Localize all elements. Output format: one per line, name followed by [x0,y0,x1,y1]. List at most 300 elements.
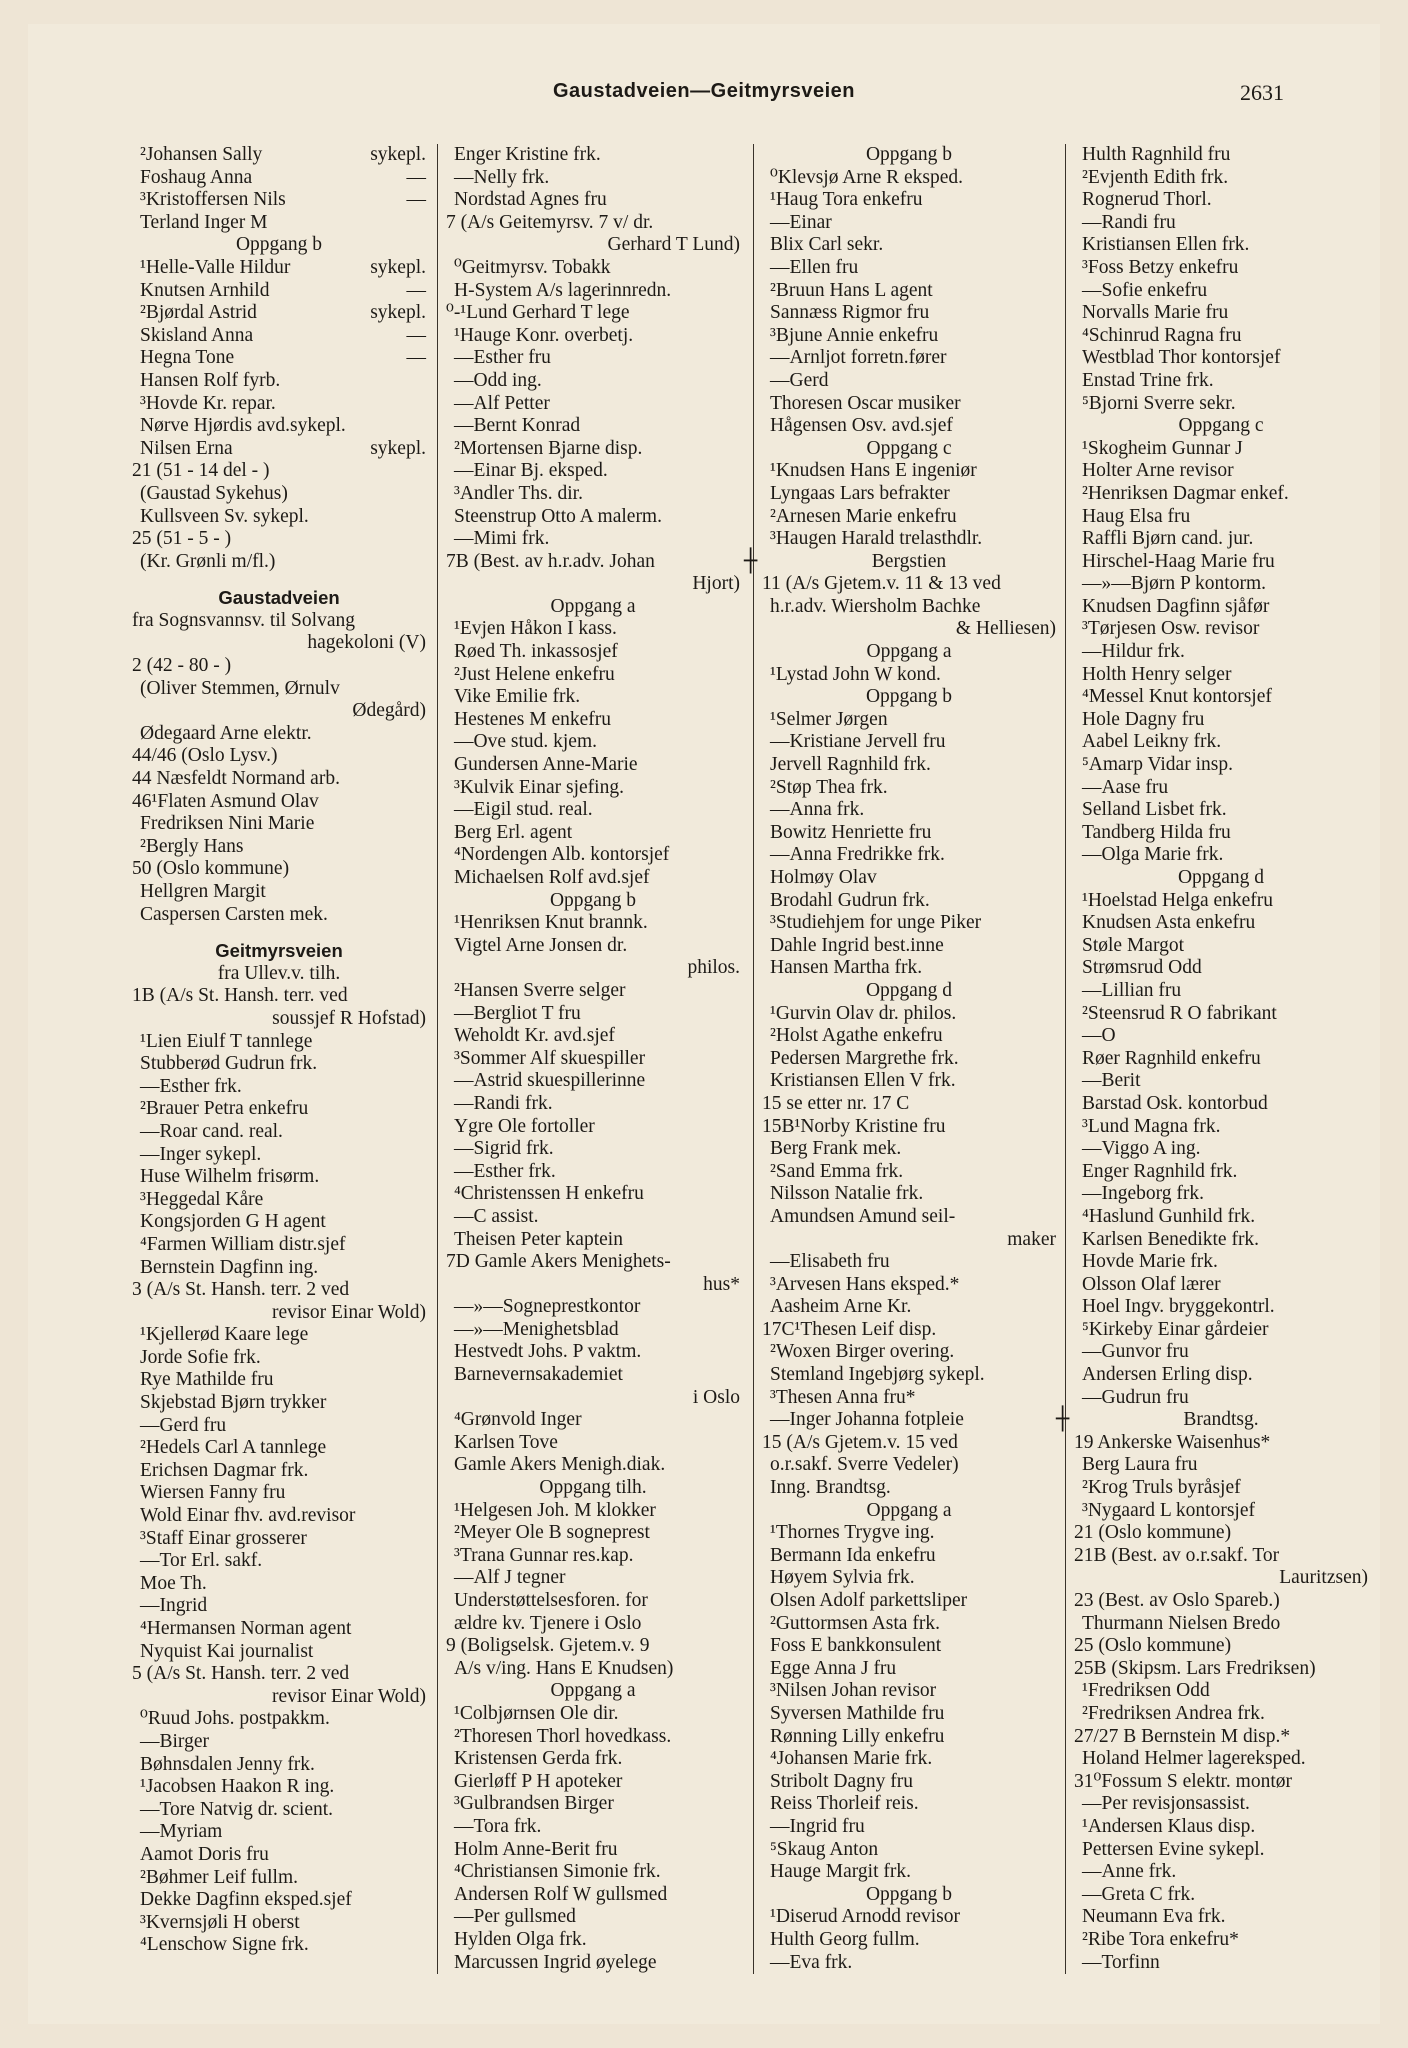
resident-name: ²Bjørdal Astrid [140,302,257,324]
resident-name: Stemland Ingebjørg sykepl. [770,1364,985,1386]
resident-name: Huse Wilhelm frisørm. [140,1166,320,1188]
resident-name: ²Brauer Petra enkefru [140,1098,309,1120]
resident-entry [1074,1229,1368,1252]
resident-name: ¹Skogheim Gunnar J [1082,437,1243,459]
resident-name: Pedersen Margrethe frk. [770,1047,959,1069]
resident-name: Vike Emilie frk. [454,686,581,708]
resident-name: ⁴Messel Knut kontorsjef [1082,686,1272,708]
resident-entry [446,1116,740,1139]
resident-entry [446,1341,740,1364]
resident-name: ³Andler Ths. dir. [454,482,583,504]
resident-name: —Anna Fredrikke frk. [770,844,945,866]
resident-entry [1074,618,1368,641]
resident-entry [446,280,740,303]
resident-entry [446,1003,740,1026]
resident-name: Kongsjorden G H agent [140,1211,326,1233]
resident-name: Wold Einar fhv. avd.revisor [140,1505,356,1527]
continuation-line: Ødegård) [352,700,426,722]
resident-name: ¹Henriksen Knut brannk. [454,912,648,934]
resident-entry [446,1929,740,1952]
resident-entry [132,347,426,370]
resident-name: ⁰Ruud Johs. postpakkm. [140,1708,330,1730]
resident-entry [762,1003,1056,1026]
resident-name: Nilsen Erna [140,437,233,459]
resident-entry [762,867,1056,890]
resident-name: —Inger sykepl. [140,1143,262,1165]
resident-entry [446,754,740,777]
resident-name: Hylden Olga frk. [454,1928,587,1950]
resident-entry [762,234,1056,257]
resident-entry [762,167,1056,190]
resident-name: Moe Th. [140,1572,207,1594]
resident-entry [1074,1952,1368,1975]
resident-name: Hansen Rolf fyrb. [140,369,281,391]
resident-entry [446,506,740,529]
resident-name: Erichsen Dagmar frk. [140,1459,309,1481]
resident-name: ¹Helgesen Joh. M klokker [454,1499,656,1521]
resident-name: Holth Henry selger [1082,663,1232,685]
house-number-entry: 11 (A/s Gjetem.v. 11 & 13 ved [762,573,1001,595]
resident-name: Amundsen Amund seil- [770,1205,956,1227]
resident-entry [446,709,740,732]
entrance-heading [762,1500,1056,1523]
resident-entry [446,1952,740,1975]
resident-entry [132,167,426,190]
resident-entry [446,641,740,664]
resident-name: Gierløff P H apoteker [454,1770,623,1792]
resident-entry [446,1793,740,1816]
resident-name: Holand Helmer lagereksped. [1082,1748,1306,1770]
resident-name: Reiss Thorleif reis. [770,1793,919,1815]
house-number-entry: 25 (51 - 5 - ) [132,528,232,550]
resident-name: ³Haugen Harald trelasthdlr. [770,528,983,550]
resident-entry [446,167,740,190]
resident-entry [1074,325,1368,348]
resident-entry [446,483,740,506]
resident-name: ¹Selmer Jørgen [770,708,888,730]
resident-entry [132,1799,426,1822]
resident-entry [132,1166,426,1189]
resident-name: —Ingrid fru [770,1815,865,1837]
house-number-entry: 15 (A/s Gjetem.v. 15 ved [762,1431,958,1453]
resident-entry [132,813,426,836]
resident-name: ³Nilsen Johan revisor [770,1680,937,1702]
resident-name: Terland Inger M [140,211,268,233]
resident-name: ⁴Lenschow Signe frk. [140,1934,309,1956]
resident-name: Neumann Eva frk. [1082,1906,1226,1928]
resident-occupation: — [406,189,426,211]
entrance-heading [446,1477,740,1500]
resident-name: ²Bruun Hans L agent [770,279,933,301]
continuation-line: soussjef R Hofstad) [272,1007,426,1029]
resident-name: ⁵Skaug Anton [770,1838,879,1860]
house-number-entry: 50 (Oslo kommune) [132,858,290,880]
resident-entry [132,1528,426,1551]
resident-name: Nilsson Natalie frk. [770,1183,924,1205]
resident-name: Hellgren Margit [140,881,266,902]
resident-name: (Oliver Stemmen, Ørnulv [140,677,340,699]
house-number-entry: 3 (A/s St. Hansh. terr. 2 ved [132,1279,350,1301]
page-number: 2631 [1240,80,1284,105]
resident-name: Nyquist Kai journalist [140,1640,314,1662]
resident-name: Nørve Hjørdis avd.sykepl. [140,415,346,437]
resident-name: —Gerd fru [140,1414,227,1436]
resident-name: —Anna frk. [770,799,865,821]
resident-name: —Randi frk. [454,1092,553,1114]
entrance-heading [762,980,1056,1003]
resident-entry [762,1296,1056,1319]
resident-entry [762,415,1056,438]
resident-name: Raffli Bjørn cand. jur. [1082,528,1254,550]
house-number-entry: 7B (Best. av h.r.adv. Johan [446,550,655,572]
resident-name: —Aase fru [1082,776,1169,798]
resident-entry [1074,596,1368,619]
resident-name: —Einar Bj. eksped. [454,460,608,482]
resident-entry [446,1613,740,1636]
resident-entry [132,1776,426,1799]
resident-name: —Hildur frk. [1082,641,1185,663]
resident-entry [446,415,740,438]
resident-entry [132,438,426,461]
resident-name: Theisen Peter kaptein [454,1228,623,1250]
resident-entry [1074,573,1368,596]
entrance-label: Brandtsg. [1183,1409,1259,1431]
resident-entry [132,393,426,416]
entrance-label: Oppgang a [550,1680,636,1702]
resident-name: ¹Thornes Trygve ing. [770,1522,935,1544]
resident-name: —Eigil stud. real. [454,799,593,821]
resident-entry [132,1934,426,1957]
resident-entry [1074,1296,1368,1319]
resident-entry [132,1482,426,1505]
resident-name: Gamle Akers Menigh.diak. [454,1454,666,1476]
resident-entry [1074,551,1368,574]
resident-entry [1074,890,1368,913]
resident-entry [1074,1839,1368,1862]
resident-entry [132,1550,426,1573]
continuation-line: i Oslo [692,1386,740,1408]
resident-entry [132,1505,426,1528]
resident-name: Knudsen Dagfinn sjåfør [1082,595,1270,617]
resident-name: —Torfinn [1082,1951,1160,1973]
resident-entry [132,1844,426,1867]
resident-entry [762,799,1056,822]
resident-entry [132,1121,426,1144]
resident-entry [762,1658,1056,1681]
resident-name: ⁴Christenssen H enkefru [454,1183,644,1205]
resident-entry [446,1545,740,1568]
resident-entry [1074,935,1368,958]
resident-entry [1074,144,1368,167]
resident-name: Hulth Georg fullm. [770,1928,920,1950]
resident-entry [762,280,1056,303]
resident-entry [1074,1748,1368,1771]
resident-entry [1074,1884,1368,1907]
resident-name: —Alf J tegner [454,1567,566,1589]
resident-name: Støle Margot [1082,934,1185,956]
resident-name: Enstad Trine frk. [1082,369,1214,391]
resident-entry [132,1618,426,1641]
resident-entry [1074,822,1368,845]
resident-name: —Mimi frk. [454,528,550,550]
house-number-entry: 23 (Best. av Oslo Spareb.) [1074,1590,1280,1611]
resident-entry [1074,1003,1368,1026]
entrance-label: Oppgang a [866,1499,952,1521]
resident-name: ¹Knudsen Hans E ingeniør [770,460,977,482]
resident-entry [132,144,426,167]
resident-entry [762,890,1056,913]
resident-entry [132,1098,426,1121]
continuation-line: Lauritzsen) [1279,1567,1368,1589]
resident-name: ¹Andersen Klaus disp. [1082,1815,1256,1837]
resident-entry [762,664,1056,687]
resident-entry [132,1912,426,1935]
resident-entry [132,1415,426,1438]
resident-name: ²Evjenth Edith frk. [1082,166,1229,188]
house-number-entry: 5 (A/s St. Hansh. terr. 2 ved [132,1663,350,1685]
resident-entry [132,1731,426,1754]
resident-name: Dekke Dagfinn eksped.sjef [140,1889,352,1911]
resident-name: (Gaustad Sykehus) [140,482,288,504]
resident-entry [132,1641,426,1664]
resident-name: ⁴Farmen William distr.sjef [140,1233,346,1255]
resident-entry [762,1771,1056,1794]
resident-name: Jorde Sofie frk. [140,1346,261,1368]
resident-entry [762,212,1056,235]
resident-entry [762,1387,1056,1410]
resident-name: ³Sommer Alf skuespiller [454,1047,646,1069]
resident-entry [446,1070,740,1093]
resident-name: Berg Laura fru [1082,1454,1198,1476]
house-number-entry: 21 (51 - 14 del - ) [132,460,270,482]
house-number-entry: fra Sognsvannsv. til Solvang [132,609,355,631]
resident-name: Thoresen Oscar musiker [770,392,961,414]
resident-name: Holmøy Olav [770,867,877,888]
resident-entry [1074,1093,1368,1116]
resident-entry [762,1183,1056,1206]
resident-name: Fredriksen Nini Marie [140,813,315,835]
resident-entry [1074,1477,1368,1500]
continuation-line: hus* [703,1273,740,1295]
resident-name: ³Kvernsjøli H oberst [140,1911,300,1933]
resident-name: Barstad Osk. kontorbud [1082,1092,1268,1114]
resident-name: ³Kristoffersen Nils [140,189,286,211]
resident-name: Høyem Sylvia frk. [770,1567,915,1589]
resident-entry [132,1867,426,1890]
resident-name: ⁵Bjorni Sverre sekr. [1082,392,1236,414]
resident-name: Ødegaard Arne elektr. [140,722,312,744]
resident-name: Hole Dagny fru [1082,708,1205,730]
resident-entry [762,754,1056,777]
resident-entry [1074,686,1368,709]
resident-name: Hoel Ingv. bryggekontrl. [1082,1296,1275,1318]
entrance-label: Oppgang b [235,234,323,256]
resident-name: ²Woxen Birger overing. [770,1341,955,1363]
resident-name: Kullsveen Sv. sykepl. [140,505,309,527]
resident-name: ¹Gurvin Olav dr. philos. [770,1002,957,1024]
resident-entry [1074,1206,1368,1229]
resident-name: Hågensen Osv. avd.sjef [770,415,953,437]
resident-entry [762,1680,1056,1703]
resident-entry [446,1093,740,1116]
house-number-entry: 31⁰Fossum S elektr. montør [1074,1770,1292,1792]
resident-name: Selland Lisbet frk. [1082,799,1227,821]
resident-name: Westblad Thor kontorsjef [1082,347,1281,369]
entrance-heading [132,963,426,986]
resident-entry [762,1906,1056,1929]
resident-name: Steenstrup Otto A malerm. [454,505,662,527]
resident-entry [762,1952,1056,1975]
resident-entry [1074,709,1368,732]
resident-entry [446,1703,740,1726]
resident-name: ²Ribe Tora enkefru* [1082,1928,1239,1950]
house-number-entry: 25B (Skipsm. Lars Fredriksen) [1074,1657,1316,1679]
resident-name: —Eva frk. [770,1951,853,1973]
resident-entry [1074,1387,1368,1410]
resident-name: ⁴Hermansen Norman agent [140,1618,352,1639]
resident-entry [762,1590,1056,1613]
resident-name: ¹Hoelstad Helga enkefru [1082,889,1274,911]
resident-name: Bowitz Henriette fru [770,821,932,843]
house-number-entry: 27/27 B Bernstein M disp.* [1074,1725,1291,1747]
resident-entry [1074,438,1368,461]
resident-entry [446,1726,740,1749]
resident-entry [446,1884,740,1907]
resident-entry [1074,912,1368,935]
resident-entry [762,1161,1056,1184]
house-number-entry: 44/46 (Oslo Lysv.) [132,745,278,767]
resident-name: —Sigrid frk. [454,1138,554,1160]
resident-entry [446,1206,740,1229]
resident-name: H-System A/s lagerinnredn. [454,279,672,301]
resident-entry [762,844,1056,867]
resident-entry [762,1635,1056,1658]
resident-entry [132,1347,426,1370]
resident-entry [762,393,1056,416]
resident-name: Knutsen Arnhild [140,279,270,301]
resident-entry [132,189,426,212]
resident-entry [132,1076,426,1099]
resident-name: ⁵Kirkeby Einar gårdeier [1082,1318,1269,1340]
entrance-heading [744,548,1056,574]
resident-name: —O [1082,1025,1116,1047]
resident-entry [762,1477,1056,1500]
entrance-label: Oppgang b [865,686,953,708]
resident-entry [446,1048,740,1071]
resident-name: Stubberød Gudrun frk. [140,1053,318,1075]
resident-name: Vigtel Arne Jonsen dr. [454,934,628,956]
resident-name: Barnevernsakademiet [454,1364,623,1386]
resident-entry [762,1703,1056,1726]
resident-name: ¹Haug Tora enkefru [770,189,923,211]
entrance-heading [1056,1407,1368,1433]
resident-name: Hovde Marie frk. [1082,1251,1218,1273]
resident-name: —Gunvor fru [1082,1341,1189,1363]
resident-entry [1074,393,1368,416]
resident-name: —Myriam [140,1821,223,1843]
resident-entry [762,1567,1056,1590]
resident-entry [446,844,740,867]
resident-entry [132,370,426,393]
resident-entry [132,1437,426,1460]
resident-name: —Ellen fru [770,256,859,278]
cross-street-mark-icon: ┼ [1056,1407,1070,1433]
resident-name: —Gudrun fru [1082,1386,1189,1408]
continuation-line: philos. [687,957,740,979]
resident-entry [1074,1048,1368,1071]
resident-entry [762,709,1056,732]
resident-entry [1074,506,1368,529]
resident-name: A/s v/ing. Hans E Knudsen) [454,1657,674,1679]
resident-entry [446,528,740,551]
resident-name: —Esther frk. [140,1075,242,1097]
directory-columns [132,144,1366,1974]
resident-name: ³Gulbrandsen Birger [454,1793,614,1815]
resident-entry [1074,664,1368,687]
resident-entry [132,1460,426,1483]
continuation-line: revisor Einar Wold) [271,1685,426,1707]
resident-entry [446,1500,740,1523]
house-number-entry: 44 Næsfeldt Normand arb. [132,768,340,790]
resident-name: Olsson Olaf lærer [1082,1273,1221,1295]
resident-entry [762,1861,1056,1884]
resident-entry [1074,234,1368,257]
resident-entry [1074,257,1368,280]
resident-name: Enger Ragnhild frk. [1082,1160,1238,1182]
resident-entry [446,144,740,167]
resident-entry [762,935,1056,958]
resident-name: ¹Lystad John W kond. [770,663,941,685]
resident-name: —Bernt Konrad [454,415,581,437]
resident-entry [446,1432,740,1455]
resident-name: —Roar cand. real. [140,1120,283,1142]
resident-entry [132,1754,426,1777]
resident-name: Caspersen Carsten mek. [140,903,328,925]
resident-name: Brodahl Gudrun frk. [770,889,930,911]
resident-entry [1074,1319,1368,1342]
resident-entry [762,460,1056,483]
resident-entry [132,678,426,701]
resident-name: Wiersen Fanny fru [140,1482,286,1504]
resident-name: ³Bjune Annie enkefru [770,324,939,346]
continuation-line: hagekoloni (V) [307,632,426,654]
resident-name: Andersen Rolf W gullsmed [454,1883,668,1905]
resident-entry [762,1206,1056,1229]
resident-name: Holm Anne-Berit fru [454,1838,618,1860]
resident-name: Foshaug Anna [140,166,253,188]
resident-entry [762,1522,1056,1545]
resident-name: Ygre Ole fortoller [454,1115,595,1137]
resident-name: —Ingrid [140,1595,208,1617]
resident-entry [446,686,740,709]
resident-entry [762,1613,1056,1636]
resident-entry [446,1906,740,1929]
resident-name: Rognerud Thorl. [1082,189,1212,211]
resident-name: —Elisabeth fru [770,1251,890,1273]
resident-entry [762,257,1056,280]
resident-entry [762,370,1056,393]
entrance-label: Oppgang b [549,889,637,911]
resident-name: ⁴Christiansen Simonie frk. [454,1861,661,1883]
resident-entry [762,1070,1056,1093]
entrance-heading [762,686,1056,709]
resident-name: ²Sand Emma frk. [770,1160,904,1182]
house-number-entry: 25 (Oslo kommune) [1074,1635,1232,1657]
column-1 [132,144,426,1974]
resident-name: Norvalls Marie fru [1082,302,1229,324]
resident-name: —Tora frk. [454,1815,542,1837]
column-2 [446,144,740,1974]
